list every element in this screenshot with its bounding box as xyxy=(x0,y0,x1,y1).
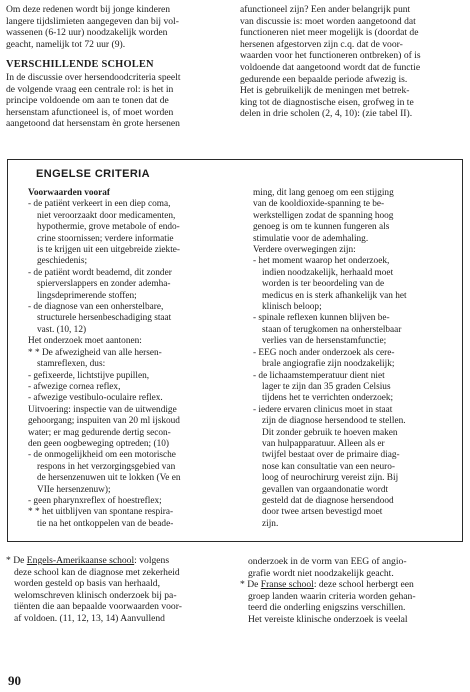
box-line: genoeg is om te kunnen fungeren als xyxy=(253,222,390,233)
box-line: * * De afwezigheid van alle hersen- xyxy=(28,347,162,358)
box-line: Dit zonder gebruik te hoeven maken xyxy=(262,427,398,438)
box-line: Uitvoering: inspectie van de uitwendige xyxy=(28,404,177,415)
intro-paragraph xyxy=(6,4,228,50)
text-line xyxy=(6,555,228,567)
box-line: - het moment waarop het onderzoek, xyxy=(253,256,390,267)
box-line: structurele hersenbeschadiging staat xyxy=(37,313,172,324)
box-line: worden is ter beoordeling van de xyxy=(262,279,385,290)
box-line: gehoorgang; inspuiten van 20 ml ijskoud xyxy=(28,416,180,427)
box-line: stimulatie voor de ademhaling. xyxy=(253,233,369,244)
box-line: - de patiënt verkeert in een diep coma, xyxy=(28,199,171,210)
box-line: tijdens het te verrichten onderzoek; xyxy=(262,393,394,404)
top-left-column xyxy=(6,4,228,130)
box-line: loog of neurochirurg vereist zijn. Bij xyxy=(262,473,399,484)
box-line: lingsdeprimerende stoffen; xyxy=(37,290,137,301)
box-line: Verdere overwegingen zijn: xyxy=(253,245,356,256)
school-label: Engels-Amerikaanse school xyxy=(26,555,135,566)
label-suffix: : volgens xyxy=(134,555,170,566)
box-line: zijn. xyxy=(262,518,279,529)
text-line: aangetoond dat hersenstam èn grote hersenen xyxy=(6,118,180,130)
text-line: de volgende vraag een centrale rol: is het in xyxy=(6,83,174,95)
text-line: af voldoen. (11, 12, 13, 14) Aanvullend xyxy=(14,612,165,624)
text-line: afunctioneel zijn? Een ander belangrijk punt xyxy=(240,4,411,15)
text-line: Het vereiste klinische onderzoek is veelal xyxy=(248,613,408,625)
text-line: gedurende een bepaalde periode afwezig is. xyxy=(240,73,408,85)
box-line: niet veroorzaakt door medicamenten, xyxy=(37,210,176,221)
box-line: geschiedenis; xyxy=(37,256,88,267)
box-line: medicus en is sterk afhankelijk van het xyxy=(262,290,407,301)
box-line: van de kooldioxide-spanning te be- xyxy=(253,199,385,210)
box-line: lager te zijn dan 35 graden Celsius xyxy=(262,381,391,392)
box-line: hypothermie, grove metabole of endo- xyxy=(37,222,180,233)
text-line: waarden voor het functioneren ontbreken) of is xyxy=(240,50,421,62)
criteria-box xyxy=(7,159,463,542)
box-line: twijfel bestaat over de primaire diag- xyxy=(262,450,400,461)
box-line: Het onderzoek moet aantonen: xyxy=(28,336,142,347)
text-line: Om deze redenen wordt bij jonge kinderen xyxy=(6,4,171,15)
box-line: van hulpapparatuur. Alleen als er xyxy=(262,438,385,449)
text-line: king tot de diagnostische eisen, grofweg in te xyxy=(240,96,414,108)
box-line: - geen pharynxreflex of hoestreflex; xyxy=(28,495,162,506)
box-line: brale angiografie zijn noodzakelijk; xyxy=(262,359,395,370)
page-number: 90 xyxy=(8,673,21,688)
box-line: de hersenzenuwen uit te lokken (Ve en xyxy=(37,473,181,484)
box-line: verlies van de hersenstamfunctie; xyxy=(262,336,387,347)
box-line: - afwezige cornea reflex, xyxy=(28,381,121,392)
text-line: welomschreven klinisch onderzoek bij pa- xyxy=(14,589,177,601)
box-line: staan of terugkomen na onherstelbaar xyxy=(262,324,402,335)
text-line: grafie wordt niet noodzakelijk geacht. xyxy=(248,567,394,579)
box-line: indien noodzakelijk, herhaald moet xyxy=(262,267,394,278)
box-line: werkstelligen zodat de spanning hoog xyxy=(253,210,394,221)
text-line: hersenen afgestorven zijn c.q. dat de voor- xyxy=(240,38,403,50)
box-title: ENGELSE CRITERIA xyxy=(36,168,150,180)
box-line: - spinale reflexen kunnen blijven be- xyxy=(253,313,390,324)
box-line: door twee artsen bevestigd moet xyxy=(262,507,383,518)
text-line: functioneren niet meer mogelijk is (doordat de xyxy=(240,27,419,39)
text-line: hersenstam afunctioneel is, of moet worden xyxy=(6,106,174,118)
text-line: deze school kan de diagnose met zekerheid xyxy=(14,566,180,578)
box-line: - iedere ervaren clinicus moet in staat xyxy=(253,404,393,415)
text-line: voldoende dat aangetoond wordt dat de functie xyxy=(240,61,421,73)
box-subheading: Voorwaarden vooraf xyxy=(28,188,111,198)
list-marker: * De xyxy=(240,579,261,591)
text-line: groep landen waarin criteria worden gehan- xyxy=(248,590,416,602)
body-paragraph xyxy=(6,72,228,130)
box-line: - gefixeerde, lichtstijve pupillen, xyxy=(28,370,150,381)
box-line: ming, dit lang genoeg om een stijging xyxy=(253,188,394,198)
box-line: nose kan consultatie van een neuro- xyxy=(262,461,395,472)
text-line: geacht, namelijk tot 72 uur (9). xyxy=(6,38,126,50)
box-line: * * het uitblijven van spontane respira- xyxy=(28,507,174,518)
box-line: - EEG noch ander onderzoek als cere- xyxy=(253,347,395,358)
box-line: water; er mag gedurende dertig secon- xyxy=(28,427,171,438)
box-line: gesteld dat de diagnose hersendood xyxy=(262,495,394,506)
box-right-column xyxy=(253,188,453,530)
box-line: - afwezige vestibulo-oculaire reflex. xyxy=(28,393,163,404)
list-marker: * De xyxy=(6,555,27,566)
box-line: VIIe hersenzenuw); xyxy=(37,484,111,495)
box-line: - de onmogelijkheid om een motorische xyxy=(28,450,176,461)
box-line: - de patiënt wordt beademd, dit zonder xyxy=(28,267,172,278)
box-line: spierverslappers en zonder ademha- xyxy=(37,279,171,290)
box-line: - de lichaamstemperatuur dient niet xyxy=(253,370,385,381)
box-line: vast. (10, 12) xyxy=(37,324,87,335)
text-line: wassenen (6-12 uur) noodzakelijk worden xyxy=(6,27,168,39)
box-line: stamreflexen, dus: xyxy=(37,359,106,370)
text-line: In de discussie over hersendoodcriteria speelt xyxy=(6,71,181,83)
box-line: den geen oogbeweging optreden; (10) xyxy=(28,438,169,449)
bottom-left-column xyxy=(6,555,228,625)
box-line: - de diagnose van een onherstelbare, xyxy=(28,302,164,313)
text-line: principe voldoende om aan te tonen dat de xyxy=(6,95,169,107)
text-line: langere tijdslimieten aangegeven dan bij vol- xyxy=(6,15,179,27)
label-suffix: : deze school herbergt een xyxy=(313,579,414,591)
text-line: van discussie is: moet worden aangetoond dat xyxy=(240,15,416,27)
box-line: crine stoornissen; verdere informatie xyxy=(37,233,174,244)
text-line: worden gesteld op basis van herhaald, xyxy=(14,578,160,590)
box-line: respons in het verzorgingsgebied van xyxy=(37,461,176,472)
text-line: teerd die onderling enigszins verschillen. xyxy=(248,602,406,614)
box-left-column xyxy=(28,188,241,530)
box-line: gevallen van orgaandonatie wordt xyxy=(262,484,389,495)
top-right-column xyxy=(240,4,464,120)
bottom-right-column xyxy=(240,556,464,626)
text-line: Het is gebruikelijk de meningen met betrek- xyxy=(240,85,410,97)
text-line: onderzoek in de vorm van EEG of angio- xyxy=(248,556,407,567)
text-line: tiënten die aan bepaalde voorwaarden voor- xyxy=(14,601,182,613)
text-line: delen in drie scholen (2, 4, 10): (zie tabel II). xyxy=(240,108,413,120)
box-line: is te krijgen uit een uitgebreide ziekte- xyxy=(37,245,181,256)
school-label: Franse school xyxy=(260,579,314,591)
box-line: tie na het ontkoppelen van de beade- xyxy=(37,518,174,529)
section-heading: VERSCHILLENDE SCHOLEN xyxy=(6,59,154,71)
box-line: zijn de diagnose hersendood te stellen. xyxy=(262,416,406,427)
text-line xyxy=(240,579,464,591)
box-line: klinisch beloop; xyxy=(262,302,322,313)
